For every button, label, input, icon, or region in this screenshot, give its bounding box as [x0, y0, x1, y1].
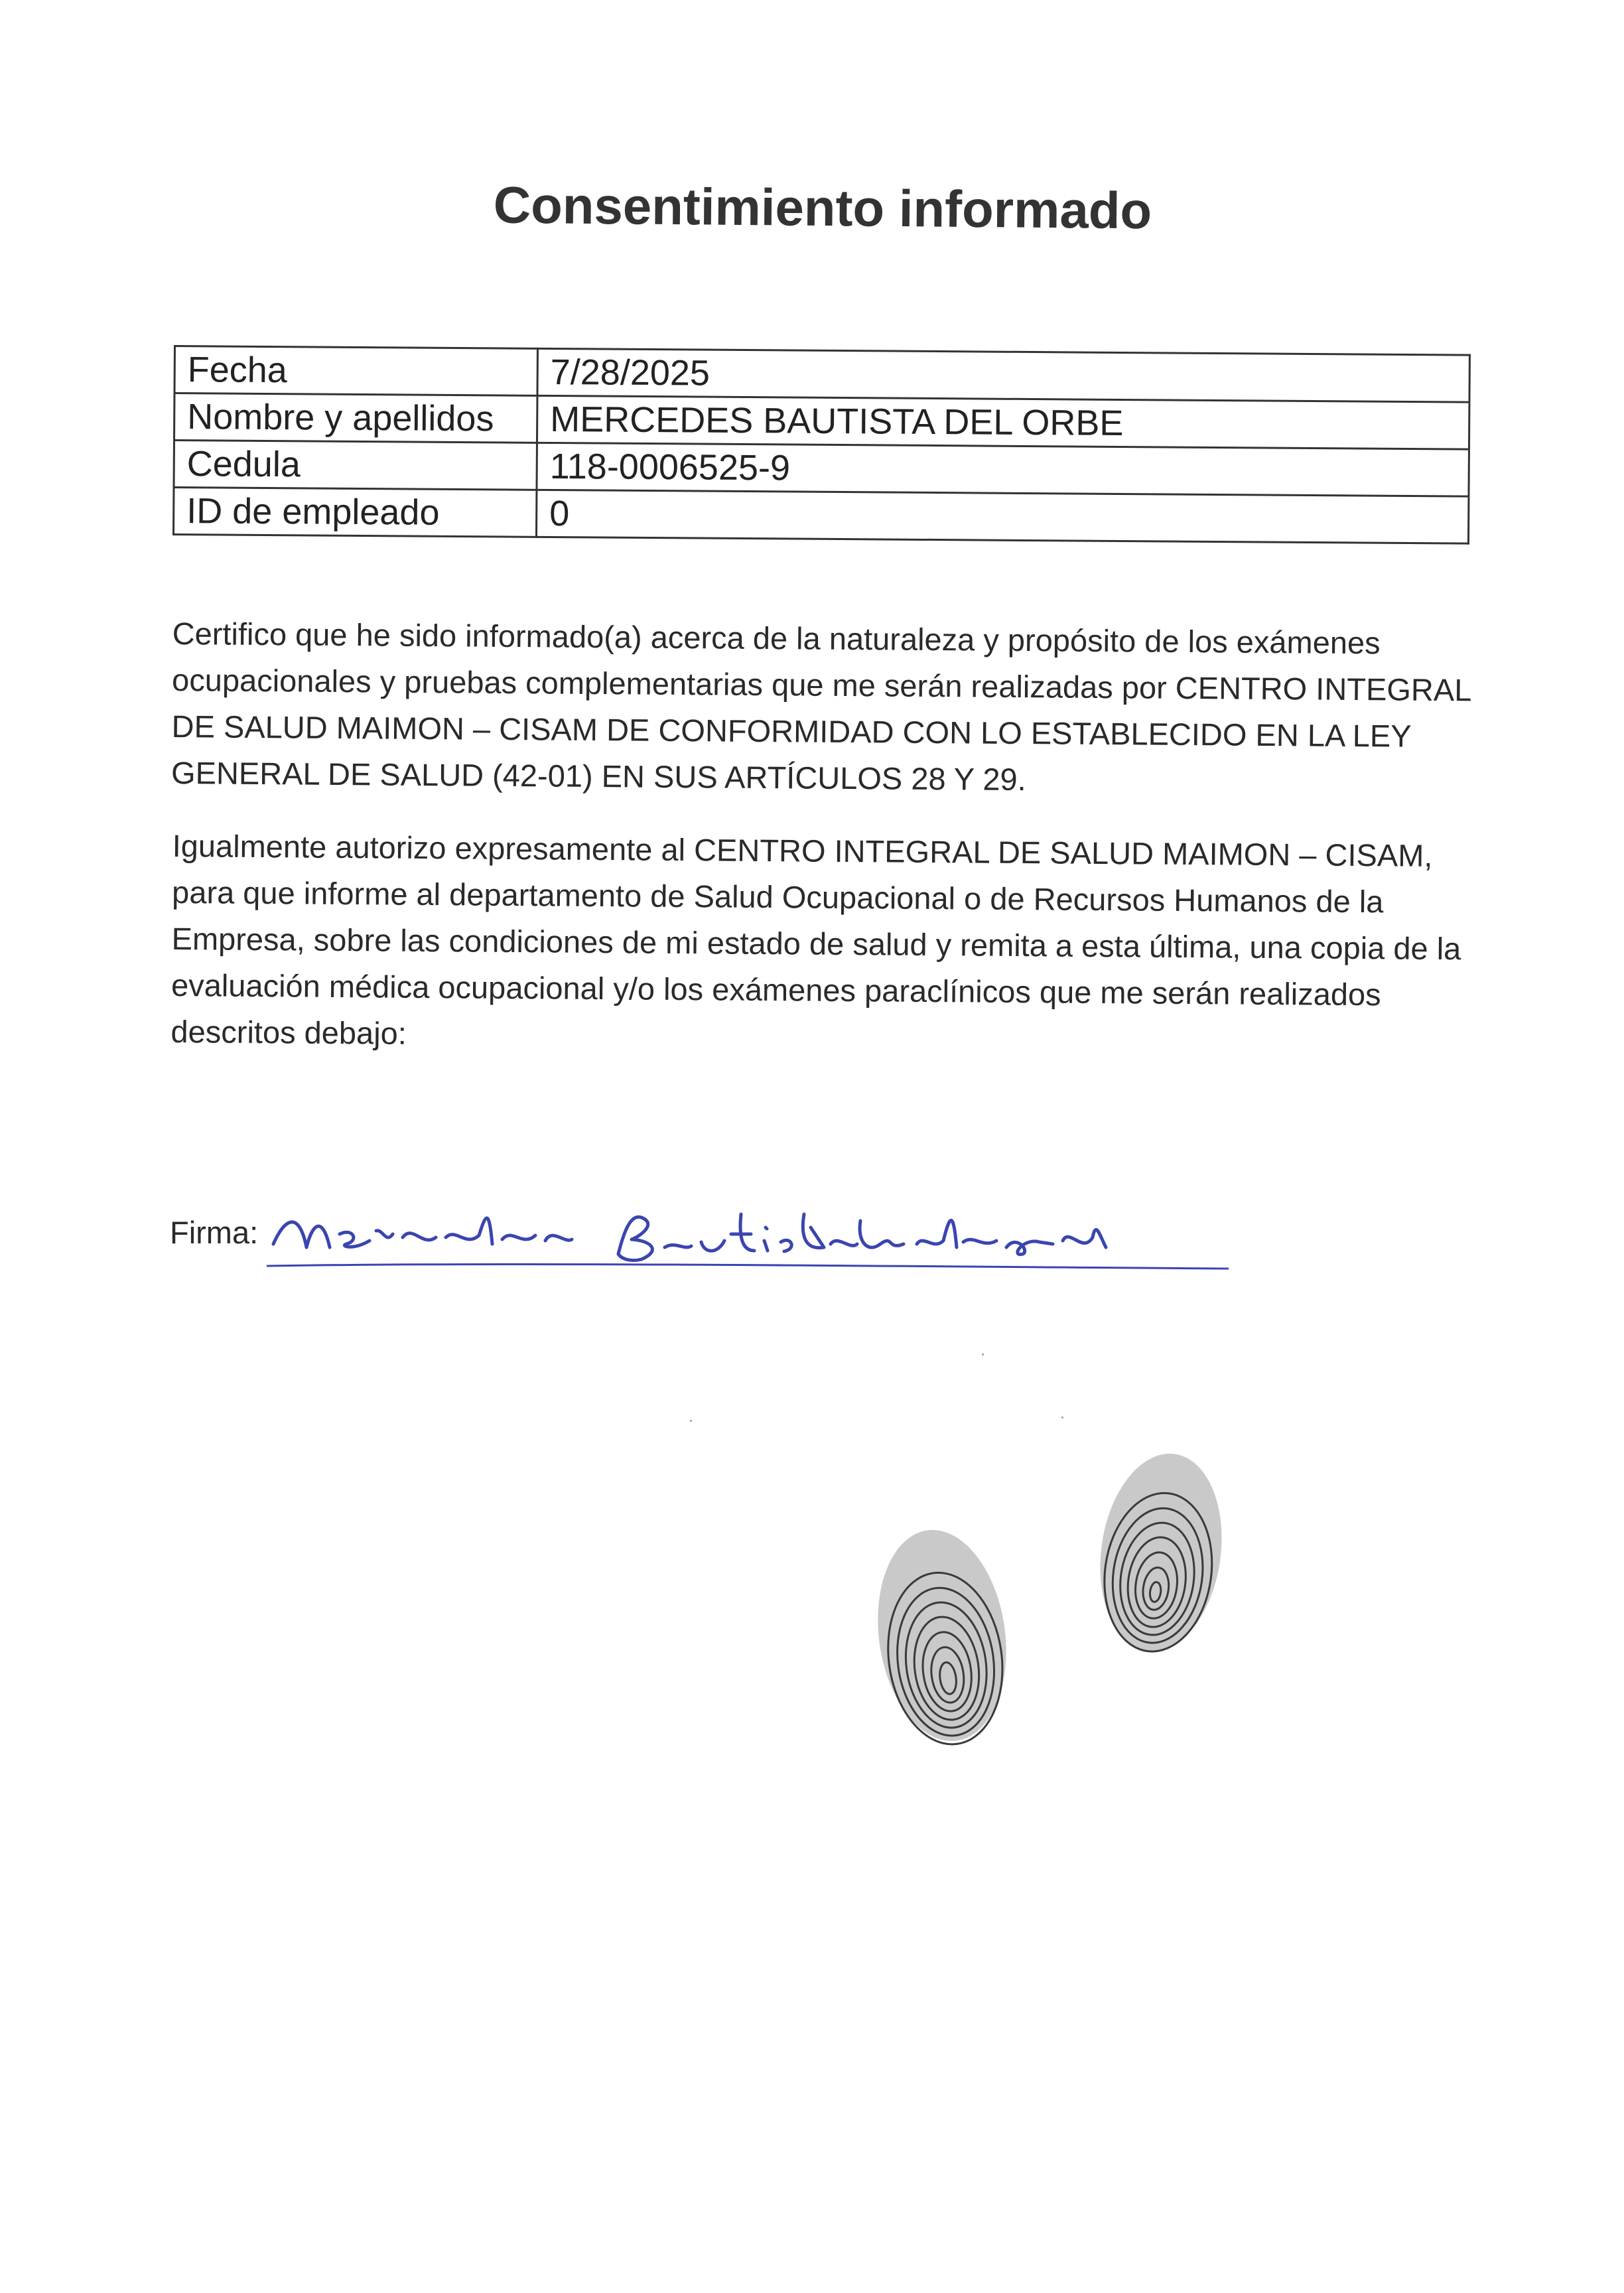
fingerprint-left — [862, 1519, 1022, 1752]
page-title: Consentimiento informado — [493, 175, 1152, 240]
info-table — [172, 345, 1471, 545]
firma-label: Firma: — [170, 1215, 259, 1250]
authorization-paragraph: Igualmente autorizo expresamente al CENTRO INTEGRAL DE SALUD MAIMON – CISAM, para que informe al departamento de Salud Ocupacional o de Recursos Humanos de la Empresa, sobre las condiciones de mi estado de salud y remita a esta última, una copia de la evaluación médica ocupacional y/o los exámenes paraclínicos que me serán realizados descritos debajo: — [170, 827, 1461, 1051]
cedula-label: Cedula — [174, 441, 537, 490]
cedula-value: 118-0006525-9 — [537, 443, 1469, 496]
fecha-value: 7/28/2025 — [537, 348, 1469, 402]
table-row — [174, 488, 1469, 544]
id-empleado-value: 0 — [536, 490, 1468, 543]
handwritten-signature — [260, 1188, 1255, 1281]
nombre-value: MERCEDES BAUTISTA DEL ORBE — [537, 395, 1469, 449]
table-row — [174, 346, 1469, 403]
scan-speck — [1061, 1417, 1063, 1419]
fecha-label: Fecha — [174, 346, 537, 396]
table-row — [174, 393, 1469, 450]
table-row — [174, 441, 1469, 497]
certification-paragraph: Certifico que he sido informado(a) acerca de la naturaleza y propósito de los exámenes ocupacionales y pruebas complementarias que me serán realizadas por CENTRO INTEGRAL DE SALUD MAIMON – CISAM DE CONFORMIDAD CON LO ESTABLECIDO EN LA LEY GENERAL DE SALUD (42-01) EN SUS ARTÍCULOS 28 Y 29. — [170, 615, 1471, 798]
scan-speck — [982, 1354, 984, 1355]
id-empleado-label: ID de empleado — [174, 488, 537, 537]
fingerprint-right — [1088, 1446, 1234, 1659]
scan-speck — [690, 1420, 692, 1422]
nombre-label: Nombre y apellidos — [174, 393, 537, 443]
